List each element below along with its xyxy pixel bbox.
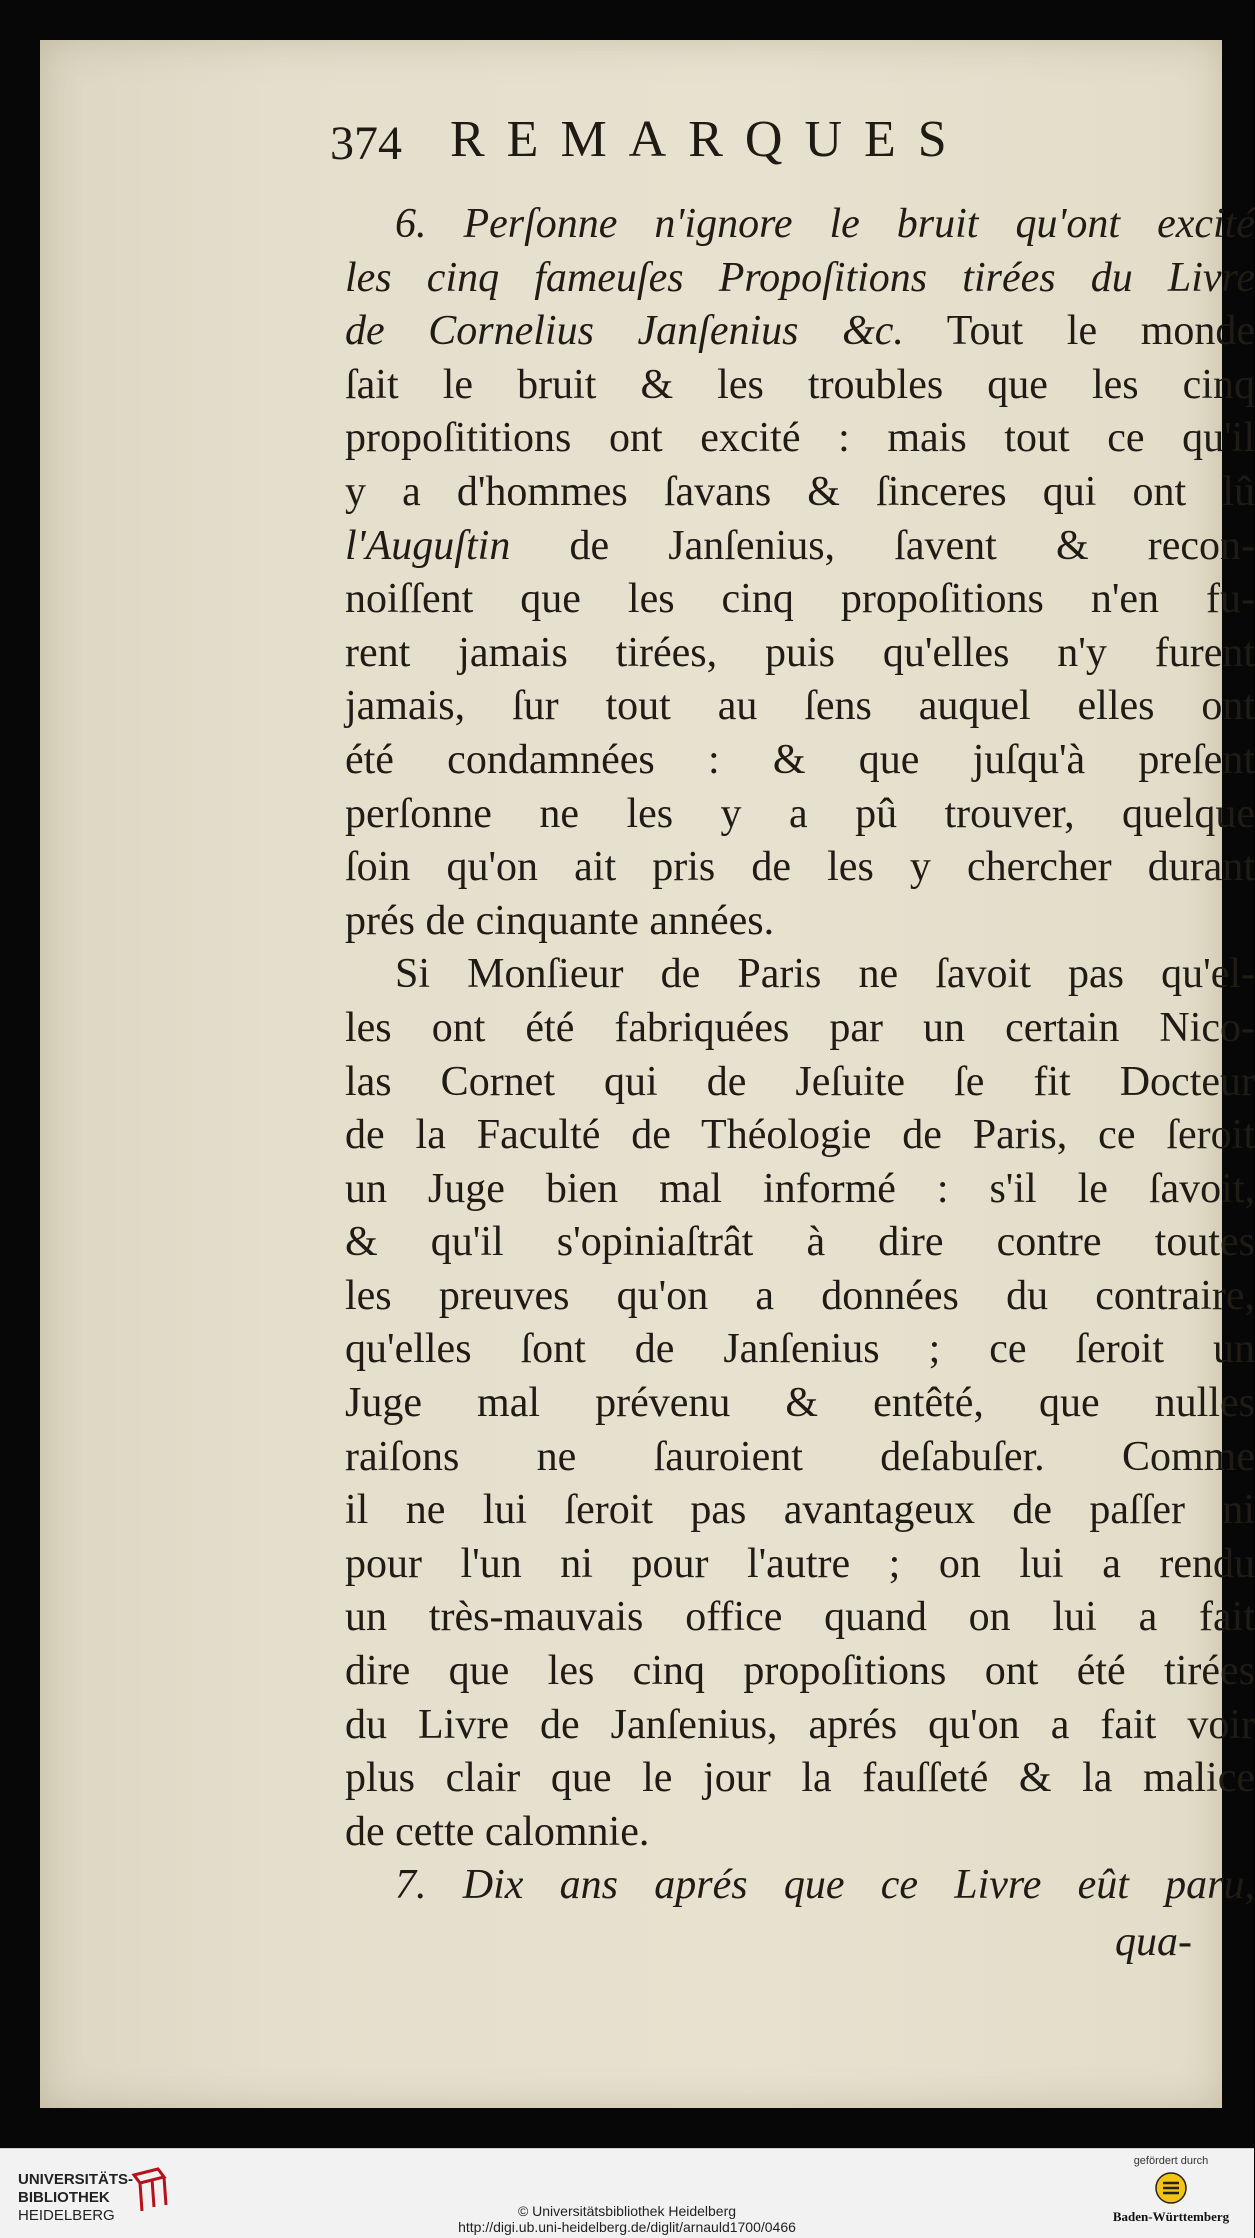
text-line: il ne lui ſeroit pas avantageux de paſſer ni: [345, 1487, 1255, 1534]
funded-by-label: gefördert durch: [1133, 2155, 1209, 2167]
permalink[interactable]: http://digi.ub.uni-heidelberg.de/diglit/arnauld1700/0466: [458, 2219, 796, 2235]
page-number: 374: [330, 117, 402, 170]
text-line: plus clair que le jour la fauſſeté & la malice: [345, 1755, 1255, 1802]
text-line: 6. Perſonne n'ignore le bruit qu'ont excité: [395, 201, 1255, 247]
text-line: [345, 520, 1255, 574]
library-name-line: HEIDELBERG: [18, 2207, 115, 2224]
text-line: Si Monſieur de Paris ne ſavoit pas qu'el-: [395, 951, 1255, 998]
text-line: un Juge bien mal informé : s'il le ſavoit,: [345, 1165, 1255, 1212]
library-name-line: BIBLIOTHEK: [18, 2189, 110, 2206]
body-text: [345, 198, 1255, 1913]
text-fragment: de Cornelius Janſenius &c.: [345, 308, 904, 355]
viewer-footer: [0, 2148, 1254, 2238]
text-line: du Livre de Janſenius, aprés qu'on a fait voir: [345, 1701, 1255, 1748]
text-line: & qu'il s'opiniaſtrât à dire contre toutes: [345, 1219, 1255, 1266]
text-line: noiſſent que les cinq propoſitions n'en fu-: [345, 576, 1255, 623]
text-line: les ont été fabriquées par un certain Nico-: [345, 1004, 1255, 1051]
text-line: rent jamais tirées, puis qu'elles n'y furent: [345, 629, 1255, 676]
text-line: pour l'un ni pour l'autre ; on lui a rendu: [345, 1540, 1255, 1587]
text-line: qu'elles ſont de Janſenius ; ce ſeroit un: [345, 1326, 1255, 1373]
text-line: y a d'hommes ſavans & ſinceres qui ont lû: [345, 468, 1255, 515]
text-line: perſonne ne les y a pû trouver, quelque: [345, 790, 1255, 837]
text-line: Juge mal prévenu & entêté, que nulles: [345, 1380, 1255, 1427]
text-line: [345, 305, 1255, 359]
catchword: qua-: [1115, 1919, 1192, 1965]
text-line: 7. Dix ans aprés que ce Livre eût paru,: [395, 1862, 1255, 1909]
text-line: ſait le bruit & les troubles que les cinq: [345, 361, 1255, 408]
funder-name: Baden-Württemberg: [1112, 2209, 1230, 2224]
running-head: REMARQUES: [450, 111, 969, 168]
text-fragment: l'Auguſtin: [345, 522, 511, 569]
text-line: raiſons ne ſauroient deſabuſer. Comme: [345, 1433, 1255, 1480]
text-line: les preuves qu'on a données du contraire,: [345, 1272, 1255, 1319]
text-line: les cinq fameuſes Propoſitions tirées du Livre: [345, 254, 1255, 301]
text-line: las Cornet qui de Jeſuite ſe fit Docteur: [345, 1058, 1255, 1105]
library-name-line: UNIVERSITÄTS-: [18, 2171, 134, 2188]
text-line: propoſititions ont excité : mais tout ce qu'il: [345, 415, 1255, 462]
text-line: de la Faculté de Théologie de Paris, ce ſeroit: [345, 1112, 1255, 1159]
copyright-text: © Universitätsbibliothek Heidelberg: [517, 2203, 737, 2219]
text-line: jamais, ſur tout au ſens auquel elles ont: [345, 683, 1255, 730]
text-line: ſoin qu'on ait pris de les y chercher durant: [345, 844, 1255, 891]
coat-of-arms-icon: [1154, 2171, 1188, 2205]
book-page: [40, 40, 1255, 2108]
page-header: [330, 98, 1130, 198]
text-line: prés de cinquante années.: [345, 897, 775, 944]
text-fragment: de Janſenius, ſavent & recon-: [569, 522, 1255, 569]
text-line: été condamnées : & que juſqu'à preſent: [345, 736, 1255, 783]
funder-block[interactable]: [1106, 2155, 1236, 2225]
text-line: un très-mauvais office quand on lui a fait: [345, 1594, 1255, 1641]
text-line: dire que les cinq propoſitions ont été tirées: [345, 1648, 1255, 1695]
text-fragment: Tout le monde: [946, 308, 1255, 355]
text-line: de cette calomnie.: [345, 1808, 650, 1855]
